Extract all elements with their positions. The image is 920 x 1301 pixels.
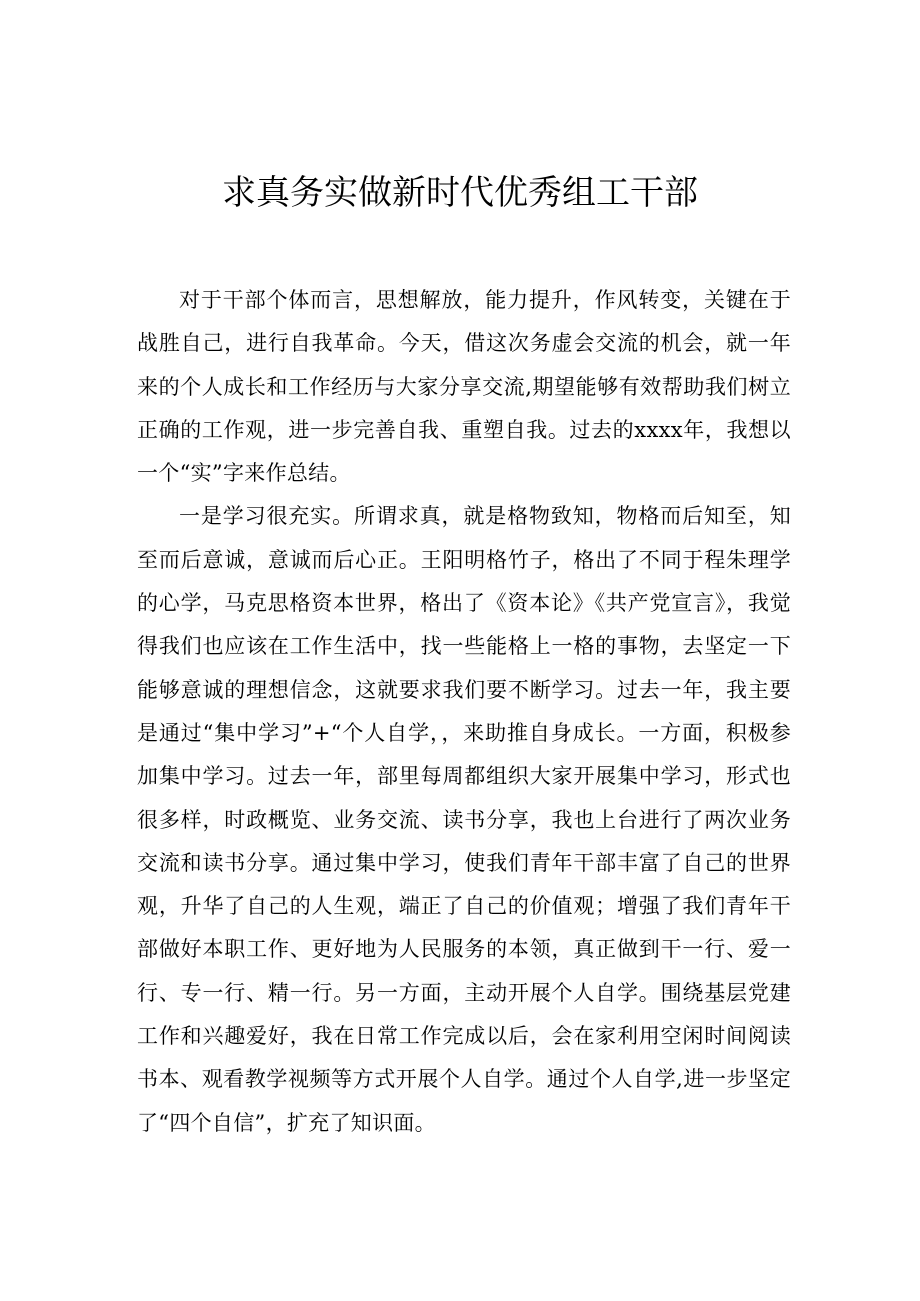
paragraph-intro: 对于干部个体而言，思想解放，能力提升，作风转变，关键在于战胜自己，进行自我革命。今天，借这次务虚会交流的机会，就一年来的个人成长和工作经历与大家分享交流,期望能够有效帮助我们树立正确的工作观，进一步完善自我、重塑自我。过去的xxxx年，我想以一个“实”字来作总结。: [137, 288, 791, 486]
paragraph-study: 一是学习很充实。所谓求真，就是格物致知，物格而后知至，知至而后意诚，意诚而后心正。王阳明格竹子，格出了不同于程朱理学的心学，马克思格资本世界，格出了《资本论》《共产党宣言》，我觉得我们也应该在工作生活中，找一些能格上一格的事物，去坚定一下能够意诚的理想信念，这就要求我们要不断学习。过去一年，我主要是通过“集中学习”+“个人自学，，来助推自身成长。一方面，积极参加集中学习。过去一年，部里每周都组织大家开展集中学习，形式也很多样，时政概览、业务交流、读书分享，我也上台进行了两次业务交流和读书分享。通过集中学习，使我们青年干部丰富了自己的世界观，升华了自己的人生观，端正了自己的价值观；增强了我们青年干部做好本职工作、更好地为人民服务的本领，真正做到干一行、爱一行、专一行、精一行。另一方面，主动开展个人自学。围绕基层党建工作和兴趣爱好，我在日常工作完成以后，会在家利用空闲时间阅读书本、观看教学视频等方式开展个人自学。通过个人自学,进一步坚定了“四个自信”，扩充了知识面。: [137, 504, 791, 1135]
document-title: 求真务实做新时代优秀组工干部: [222, 173, 698, 213]
document-body: [137, 279, 791, 1145]
